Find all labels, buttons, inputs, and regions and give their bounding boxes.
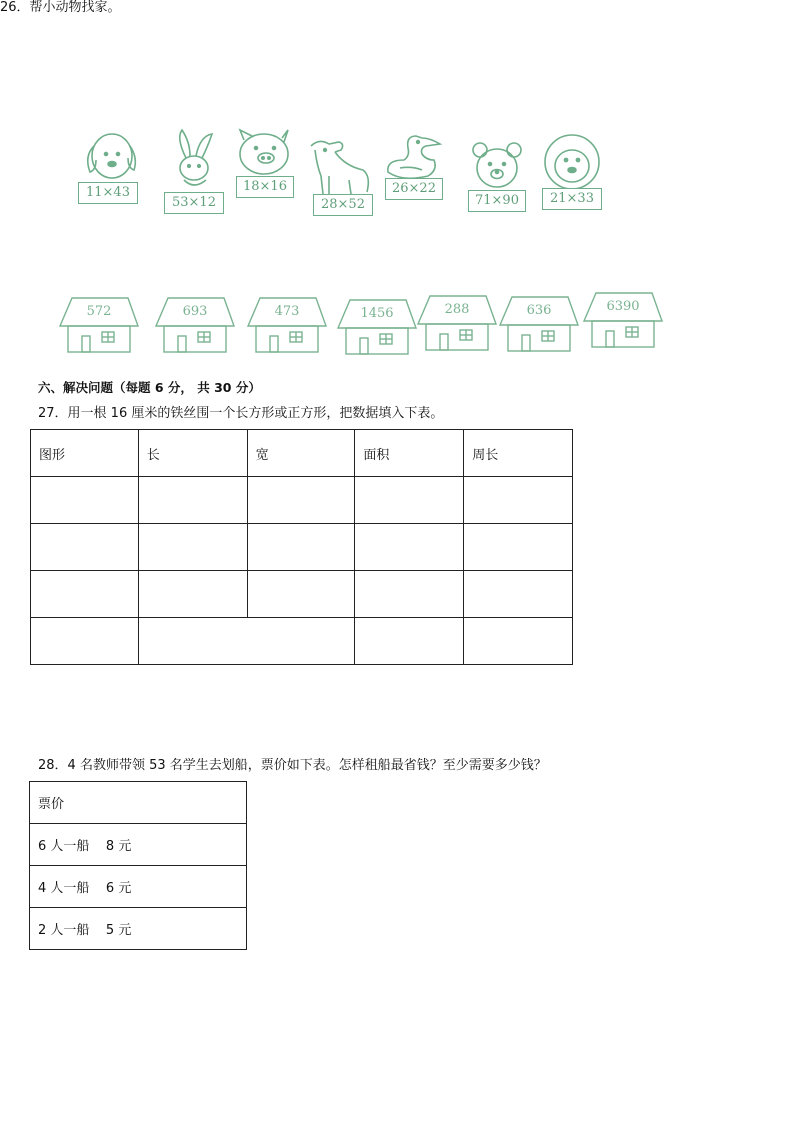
table-row	[30, 824, 247, 866]
goat-icon	[305, 136, 377, 196]
price-cell: 6 人一船 8 元	[30, 824, 247, 866]
answer-cell[interactable]	[355, 618, 464, 665]
table-header-row	[30, 782, 247, 824]
answer-cell[interactable]	[355, 477, 464, 524]
house-number: 288	[444, 302, 470, 317]
monkey-icon	[538, 132, 608, 192]
animal-tag: 21×33	[542, 188, 602, 210]
house	[246, 296, 328, 354]
house-number: 473	[274, 304, 300, 319]
answer-cell[interactable]	[138, 524, 247, 571]
header-cell: 周长	[464, 430, 573, 477]
pig-animal	[232, 128, 298, 200]
dog-animal	[76, 126, 142, 208]
animal-tag: 28×52	[313, 194, 373, 216]
monkey-animal	[538, 132, 608, 212]
rabbit-icon	[162, 128, 228, 194]
bear-animal	[466, 140, 530, 216]
duck-animal	[382, 130, 446, 202]
header-cell: 宽	[247, 430, 355, 477]
animal-tag: 53×12	[164, 192, 224, 214]
price-cell: 2 人一船 5 元	[30, 908, 247, 950]
question-27: 27．用一根 16 厘米的铁丝围一个长方形或正方形，把数据填入下表。	[38, 406, 444, 421]
answer-cell-merged[interactable]	[138, 618, 355, 665]
house	[416, 294, 498, 352]
section-6-title: 六、解决问题（每题 6 分， 共 30 分）	[38, 380, 261, 395]
answer-cell[interactable]	[464, 618, 573, 665]
house	[582, 291, 664, 349]
pig-icon	[232, 128, 298, 180]
house-number: 693	[182, 304, 208, 319]
ticket-price-table	[29, 781, 247, 950]
house-number: 1456	[360, 306, 394, 321]
house-number: 6390	[606, 299, 640, 314]
table-row	[31, 524, 573, 571]
header-cell: 面积	[355, 430, 464, 477]
animal-tag: 26×22	[385, 178, 443, 200]
answer-cell[interactable]	[31, 571, 139, 618]
table-row	[30, 866, 247, 908]
house-number: 636	[526, 303, 552, 318]
answer-cell[interactable]	[247, 477, 355, 524]
animal-tag: 71×90	[468, 190, 526, 212]
answer-cell[interactable]	[464, 524, 573, 571]
house	[336, 298, 418, 356]
table-row	[30, 908, 247, 950]
table-row	[31, 571, 573, 618]
answer-cell[interactable]	[355, 524, 464, 571]
house	[58, 296, 140, 354]
table-row	[31, 618, 573, 665]
table-row	[31, 477, 573, 524]
answer-cell[interactable]	[247, 524, 355, 571]
rectangle-data-table	[30, 429, 573, 665]
house	[498, 295, 580, 353]
animal-tag: 11×43	[78, 182, 138, 204]
answer-cell[interactable]	[464, 571, 573, 618]
dog-icon	[76, 126, 142, 186]
answer-cell[interactable]	[31, 524, 139, 571]
table-header-row	[31, 430, 573, 477]
house-number: 572	[86, 304, 112, 319]
question-26: 26．帮小动物找家。	[0, 0, 121, 15]
answer-cell[interactable]	[464, 477, 573, 524]
answer-cell[interactable]	[31, 477, 139, 524]
answer-cell[interactable]	[31, 618, 139, 665]
question-28: 28．4 名教师带领 53 名学生去划船，票价如下表。怎样租船最省钱？至少需要多少钱？	[38, 758, 547, 773]
animal-tag: 18×16	[236, 176, 294, 198]
header-cell: 长	[138, 430, 247, 477]
header-cell: 图形	[31, 430, 139, 477]
goat-animal	[305, 136, 377, 220]
answer-cell[interactable]	[247, 571, 355, 618]
answer-cell[interactable]	[138, 571, 247, 618]
bear-icon	[466, 140, 530, 194]
header-cell: 票价	[30, 782, 247, 824]
answer-cell[interactable]	[355, 571, 464, 618]
answer-cell[interactable]	[138, 477, 247, 524]
house	[154, 296, 236, 354]
price-cell: 4 人一船 6 元	[30, 866, 247, 908]
rabbit-animal	[162, 128, 228, 214]
